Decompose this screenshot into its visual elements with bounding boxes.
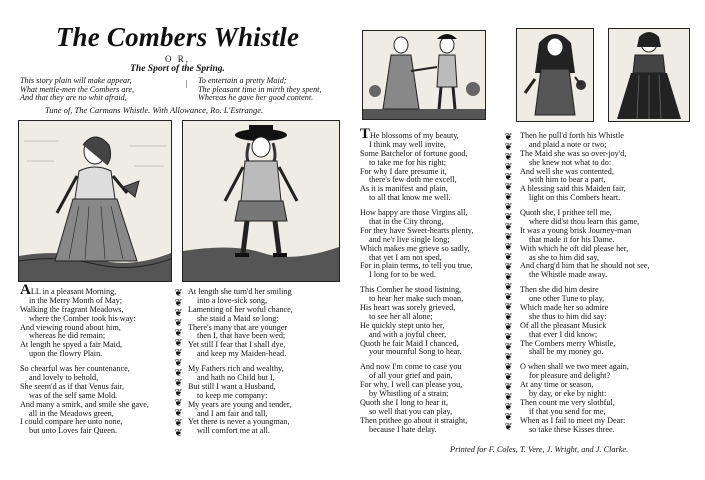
fleuron-icon: ❦ <box>174 368 183 379</box>
verse-line: if that you send for me, <box>529 406 606 416</box>
fleuron-icon: ❦ <box>504 192 513 203</box>
verse-line: she knew not what to do: <box>529 157 612 167</box>
fleuron-icon: ❦ <box>504 382 513 393</box>
verse-line: But still I want a Husband, <box>188 381 276 391</box>
verse-line: For in plain terms, to tell you true, <box>360 261 473 271</box>
fleuron-icon: ❦ <box>174 418 183 429</box>
verse-line: As it is manifest and plain, <box>360 184 448 194</box>
ballad-title: The Combers Whistle <box>55 22 300 52</box>
verse-line: that ever I did know; <box>529 329 598 339</box>
fleuron-icon: ❦ <box>174 328 183 339</box>
verse-line: and plaid a note or two; <box>529 139 607 149</box>
verse-line: For why, I well can please you, <box>360 380 463 390</box>
fleuron-icon: ❦ <box>504 292 513 303</box>
verse-line: to take me for his right; <box>369 157 447 167</box>
fleuron-icon: ❦ <box>504 242 513 253</box>
argument-right <box>198 77 358 103</box>
verse-line: Then she did him desire <box>520 285 599 295</box>
verse-line: This Comber he stood listning, <box>360 285 462 295</box>
verse-line: I think may well invite, <box>369 139 446 149</box>
drop-cap-a: A <box>20 282 31 298</box>
verse-line: was of the self same Mold. <box>29 390 118 400</box>
verse-line: will comfort me at all. <box>197 426 270 436</box>
fleuron-icon: ❦ <box>174 288 183 299</box>
verse-line: to hear her make such moan, <box>369 294 464 304</box>
verse-line: And now I'm come to case you <box>360 362 462 372</box>
verse-column-2 <box>188 288 293 436</box>
fleuron-icon: ❦ <box>174 308 183 319</box>
verse-line: one other Tune to play, <box>529 294 605 304</box>
verse-line: He quickly stept unto her, <box>360 320 445 330</box>
verse-line: and ne'r live single long; <box>369 234 450 244</box>
verse-line: Quoth she I long to hear it, <box>360 397 448 407</box>
verse-line: At length she turn'd her smiling <box>188 287 292 296</box>
woodcut-man <box>182 120 340 282</box>
verse-line: Then prithee go about it straight, <box>360 415 468 425</box>
verse-line: Then he pull'd forth his Whistle <box>520 131 624 140</box>
verse-line: At length he spyed a fair Maid, <box>20 340 123 350</box>
verse-line: and hath no Child but I, <box>197 373 275 383</box>
verse-line: that yet I am not sped, <box>369 252 442 262</box>
verse-line: And well she was contented, <box>520 166 614 176</box>
verse-line: My years are young and tender, <box>188 399 292 409</box>
verse-line: Yet there is never a youngman, <box>188 417 290 427</box>
verse-line: that made it for his Dame. <box>529 234 615 244</box>
argument-line: To entertain a pretty Maid; <box>198 76 287 85</box>
man-figure-icon <box>183 121 339 281</box>
verse-line: all in the Meadows green, <box>29 408 114 418</box>
verse-column-4 <box>520 132 650 435</box>
verse-line: light on this Combers heart. <box>529 193 621 203</box>
verse-line: for pleasure and delight? <box>529 371 611 381</box>
verse-line: there's few doth me excell, <box>369 175 457 185</box>
verse-line: so well that you can play, <box>369 406 453 416</box>
verse-line: Quoth she, I prithee tell me, <box>520 208 612 218</box>
fleuron-icon: ❦ <box>504 372 513 383</box>
fleuron-icon: ❦ <box>504 312 513 323</box>
fleuron-column-a <box>172 289 185 439</box>
fleuron-icon: ❦ <box>504 362 513 373</box>
verse-column-1 <box>20 282 149 436</box>
woodcut-dandy <box>516 28 594 122</box>
woodcut-couple <box>362 30 486 120</box>
fleuron-icon: ❦ <box>174 298 183 309</box>
verse-line: Walking the fragrant Meadows, <box>20 304 124 314</box>
verse-line: and with a joyful cheer, <box>369 329 447 339</box>
verse-line: The Maid she was so over-joy'd, <box>520 148 627 158</box>
verse-line: she thus to him did say: <box>529 311 607 321</box>
verse-line: with him to bear a part, <box>529 175 606 185</box>
fleuron-icon: ❦ <box>504 332 513 343</box>
fleuron-icon: ❦ <box>504 342 513 353</box>
verse-line: but unto Loves fair Queen. <box>29 426 117 436</box>
verse-line: When as I fail to meet my Dear: <box>520 415 626 425</box>
fleuron-icon: ❦ <box>174 348 183 359</box>
fleuron-icon: ❦ <box>504 132 513 143</box>
fleuron-icon: ❦ <box>174 388 183 399</box>
verse-line: of all your grief and pain, <box>369 371 453 381</box>
verse-line: He blossoms of my beauty, <box>370 131 459 140</box>
fleuron-icon: ❦ <box>174 428 183 439</box>
verse-column-3 <box>360 126 474 435</box>
verse-line: It was a young brisk Journey-man <box>520 225 632 235</box>
argument-line: Whereas he gave her good content. <box>198 93 314 103</box>
verse-line: Of all the pleasant Musick <box>520 320 607 330</box>
verse-line: With which he oft did please her, <box>520 243 629 253</box>
verse-line: the Whistle made away. <box>529 270 607 280</box>
fleuron-icon: ❦ <box>504 172 513 183</box>
verse-line: upon the flowry Plain. <box>29 349 103 359</box>
verse-line: A blessing said this Maiden fair, <box>520 184 626 194</box>
fleuron-icon: ❦ <box>504 282 513 293</box>
ballad-subtitle: The Sport of the Spring. <box>130 64 225 74</box>
verse-line: For they have Sweet-hearts plenty, <box>360 225 474 235</box>
verse-line: And viewing round about him, <box>20 322 121 332</box>
verse-line: into a love-sick song, <box>197 295 268 305</box>
argument-line: The pleasant time in mirth they spent, <box>198 84 322 94</box>
gentleman-figure-icon <box>517 29 593 121</box>
fleuron-icon: ❦ <box>504 422 513 433</box>
fleuron-icon: ❦ <box>504 302 513 313</box>
argument-divider: | <box>185 79 188 88</box>
argument-line: This story plain will make appear, <box>20 76 132 85</box>
fleuron-icon: ❦ <box>504 322 513 333</box>
fleuron-icon: ❦ <box>504 202 513 213</box>
woman-figure-icon <box>19 121 171 281</box>
fleuron-icon: ❦ <box>174 378 183 389</box>
printer-imprint: Printed for F. Coles, T. Vere, J. Wright, and J. Clarke. <box>450 445 629 454</box>
fleuron-icon: ❦ <box>174 408 183 419</box>
verse-line: My Fathers rich and wealthy, <box>188 364 284 374</box>
verse-line: Some Batchelor of fortune good, <box>360 148 468 158</box>
fleuron-icon: ❦ <box>504 252 513 263</box>
fleuron-icon: ❦ <box>174 338 183 349</box>
verse-line: Which made her so admire <box>520 303 609 313</box>
courting-couple-icon <box>363 31 485 119</box>
verse-line: because I hate delay. <box>369 424 437 434</box>
verse-line: your mournful Song to hear. <box>369 347 462 357</box>
title-or: O R, <box>164 54 190 64</box>
verse-line: And charg'd him that he should not see, <box>520 261 650 271</box>
fleuron-icon: ❦ <box>504 402 513 413</box>
fleuron-column-b <box>502 133 515 433</box>
argument-line: And that they are no whit afraid, <box>20 93 127 103</box>
verse-line: she staid a Maid so long: <box>197 313 279 323</box>
drop-cap-t: T <box>360 126 371 142</box>
verse-line: then I, that have been wed; <box>197 331 286 341</box>
verse-line: by Whistling of a strain; <box>369 389 449 399</box>
verse-line: and lovely to behold, <box>29 373 99 383</box>
verse-line: whereas he did remain; <box>29 331 106 341</box>
verse-line: and keep my Maiden-head. <box>197 349 287 359</box>
verse-line: where did'st thou learn this game, <box>529 217 640 227</box>
tune-and-licence: Tune of, The Carmans Whistle. With Allowance, Ro. L'Estrange. <box>45 105 264 115</box>
verse-line: At any time or season, <box>520 380 594 390</box>
verse-line: Which makes me grieve so sadly, <box>360 243 470 253</box>
verse-line: Lamenting of her woful chance, <box>188 304 293 314</box>
fleuron-icon: ❦ <box>504 182 513 193</box>
verse-line: to keep me company: <box>197 390 268 400</box>
fleuron-icon: ❦ <box>504 152 513 163</box>
verse-line: O when shall we two meet again, <box>520 362 629 372</box>
fleuron-icon: ❦ <box>504 262 513 273</box>
verse-line: And many a smirk, and smile she gave, <box>20 399 149 409</box>
argument-line: What mettle-men the Combers are, <box>20 84 135 94</box>
verse-line: For why I dare presume it, <box>360 166 447 176</box>
verse-line: LL in a pleasant Morning, <box>30 287 117 296</box>
fleuron-icon: ❦ <box>504 162 513 173</box>
verse-line: I long for to be wed. <box>369 270 436 280</box>
verse-line: that in the City throng, <box>369 217 444 227</box>
verse-line: shall be my money go. <box>529 347 604 357</box>
verse-line: The Combers merry Whistle, <box>520 338 616 348</box>
verse-line: to see her all alone; <box>369 311 433 321</box>
verse-line: There's many that are younger <box>188 322 288 332</box>
fleuron-icon: ❦ <box>504 232 513 243</box>
fleuron-icon: ❦ <box>504 272 513 283</box>
verse-line: in the Merry Month of May; <box>29 295 123 305</box>
fleuron-icon: ❦ <box>504 352 513 363</box>
verse-line: by day, or eke by night: <box>529 389 607 399</box>
verse-line: Then count me very slothful, <box>520 397 615 407</box>
fleuron-icon: ❦ <box>504 392 513 403</box>
lady-figure-icon <box>609 29 689 121</box>
verse-line: to all that know me well. <box>369 193 451 203</box>
verse-line: Yet still I fear that I shall dye, <box>188 340 286 350</box>
verse-line: Quoth he fair Maid I chanced, <box>360 338 459 348</box>
verse-line: and I am fair and tall, <box>197 408 268 418</box>
fleuron-icon: ❦ <box>174 318 183 329</box>
verse-line: so take these Kisses three. <box>529 424 615 434</box>
verse-line: So chearful was her countenance, <box>20 364 130 374</box>
fleuron-icon: ❦ <box>504 412 513 423</box>
verse-line: as she to him did say, <box>529 252 599 262</box>
verse-line: She seem'd as if that Venus fair, <box>20 381 124 391</box>
fleuron-icon: ❦ <box>504 212 513 223</box>
fleuron-icon: ❦ <box>174 358 183 369</box>
woodcut-lady <box>608 28 690 122</box>
verse-line: His heart was sorely grieved, <box>360 303 456 313</box>
fleuron-icon: ❦ <box>504 142 513 153</box>
fleuron-icon: ❦ <box>174 398 183 409</box>
woodcut-woman <box>18 120 172 282</box>
verse-line: I could compare her unto none, <box>20 417 123 427</box>
argument-left <box>20 77 180 103</box>
fleuron-icon: ❦ <box>504 222 513 233</box>
verse-line: How happy are those Virgins all, <box>360 208 468 218</box>
verse-line: where the Comber took his way: <box>29 313 136 323</box>
